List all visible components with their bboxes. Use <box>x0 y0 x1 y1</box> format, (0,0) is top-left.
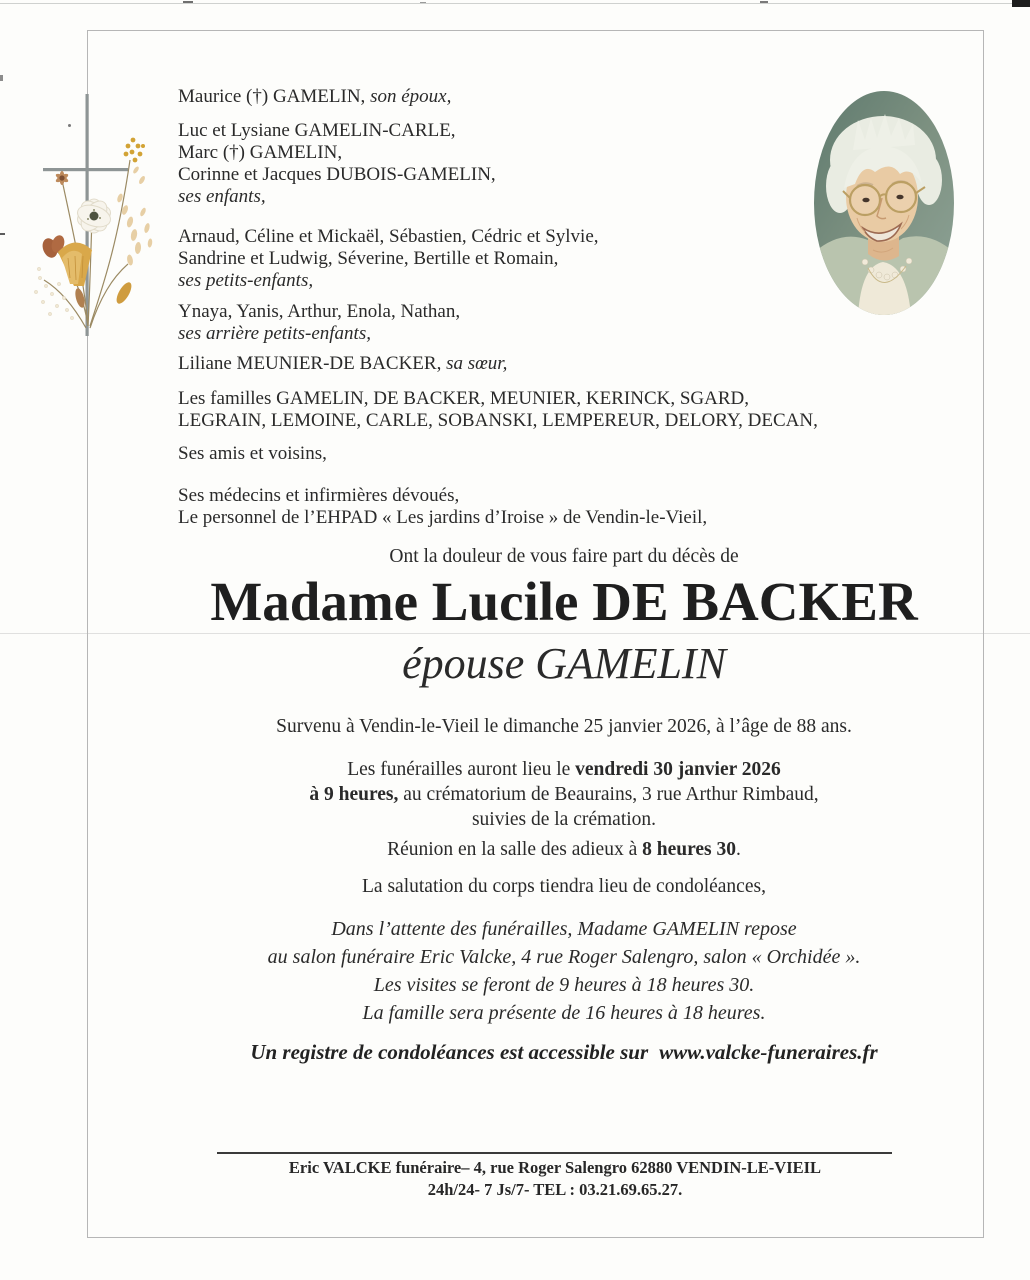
register-text: Un registre de condoléances est accessible sur <box>250 1040 649 1064</box>
sister-line <box>178 353 838 375</box>
meeting-pre: Réunion en la salle des adieux à <box>387 839 643 860</box>
grandchildren-line: Arnaud, Céline et Mickaël, Sébastien, Cédric et Sylvie, <box>178 226 599 247</box>
scan-speck <box>183 1 193 3</box>
repose-line: Dans l’attente des funérailles, Madame GAMELIN repose <box>331 918 797 940</box>
great-grandchildren-line: Ynaya, Yanis, Arthur, Enola, Nathan, <box>178 301 461 322</box>
friends-line: Ses amis et voisins, <box>178 443 327 464</box>
great-grandchildren-relation: ses arrière petits-enfants, <box>178 323 371 344</box>
families-line: Les familles GAMELIN, DE BACKER, MEUNIER, KERINCK, SGARD, <box>178 388 750 409</box>
husband-line <box>178 86 838 108</box>
children-line: Luc et Lysiane GAMELIN-CARLE, <box>178 120 456 141</box>
caregivers-line: Le personnel de l’EHPAD « Les jardins d’Iroise » de Vendin-le-Vieil, <box>178 507 708 528</box>
scan-top-edge-line <box>0 3 1030 4</box>
meeting-post: . <box>736 839 741 860</box>
meeting-time: 8 heures 30 <box>642 839 737 860</box>
announcement-intro: Ont la douleur de vous faire part du décès de <box>389 546 739 567</box>
children-line: Corinne et Jacques DUBOIS-GAMELIN, <box>178 164 496 185</box>
husband-relation: son époux, <box>365 86 452 107</box>
memorial-cross-flowers-illustration <box>12 88 172 348</box>
children-relation: ses enfants, <box>178 186 266 207</box>
funeral-home-phone: 24h/24- 7 Js/7- TEL : 03.21.69.65.27. <box>427 1180 683 1199</box>
funeral-time: à 9 heures, <box>309 784 399 805</box>
cross-icon <box>12 88 172 343</box>
funeral-line <box>128 757 1000 782</box>
scan-speck <box>420 2 426 3</box>
funeral-details-block <box>128 757 1000 832</box>
funeral-date-pre: Les funérailles auront lieu le <box>347 759 576 780</box>
repose-block <box>128 915 1000 1027</box>
register-website-url: www.valcke-funeraires.fr <box>659 1040 878 1064</box>
scan-edge-speck <box>0 233 5 235</box>
sister-names: Liliane MEUNIER-DE BACKER, <box>178 353 442 374</box>
children-block <box>178 120 838 208</box>
children-line: Marc (†) GAMELIN, <box>178 142 343 163</box>
grandchildren-block <box>178 226 838 292</box>
repose-line: au salon funéraire Eric Valcke, 4 rue Roger Salengro, salon « Orchidée ». <box>267 946 861 968</box>
repose-line: La famille sera présente de 16 heures à 18 heures. <box>362 1002 766 1024</box>
grandchildren-relation: ses petits-enfants, <box>178 270 314 291</box>
footer-divider-rule <box>217 1152 892 1154</box>
funeral-place: au crématorium de Beaurains, 3 rue Arthur Rimbaud, <box>398 784 819 805</box>
scan-corner-mark <box>1012 0 1030 7</box>
funeral-date: vendredi 30 janvier 2026 <box>575 759 781 780</box>
husband-names: Maurice (†) GAMELIN, <box>178 86 366 107</box>
families-line: LEGRAIN, LEMOINE, CARLE, SOBANSKI, LEMPEREUR, DELORY, DECAN, <box>178 410 818 431</box>
funeral-line: suivies de la crémation. <box>471 809 657 830</box>
funeral-line <box>128 782 1000 807</box>
repose-line: Les visites se feront de 9 heures à 18 heures 30. <box>373 974 755 996</box>
condolence-register-line <box>128 1040 1000 1065</box>
caregivers-block <box>178 485 838 529</box>
dried-flowers <box>34 138 153 320</box>
funeral-home-address: Eric VALCKE funéraire– 4, rue Roger Salengro 62880 VENDIN-LE-VIEIL <box>288 1158 822 1177</box>
deceased-name-title: Madame Lucile DE BACKER <box>210 571 918 632</box>
salutation-line: La salutation du corps tiendra lieu de condoléances, <box>362 876 766 897</box>
caregivers-line: Ses médecins et infirmières dévoués, <box>178 485 460 506</box>
scan-speck <box>760 1 768 3</box>
sister-relation: sa sœur, <box>441 353 508 374</box>
deceased-married-name: épouse GAMELIN <box>402 639 726 688</box>
meeting-line <box>128 839 1000 861</box>
great-grandchildren-block <box>178 301 838 345</box>
grandchildren-line: Sandrine et Ludwig, Séverine, Bertille et Romain, <box>178 248 559 269</box>
death-details-line: Survenu à Vendin-le-Vieil le dimanche 25 janvier 2026, à l’âge de 88 ans. <box>276 716 852 737</box>
scan-edge-speck <box>0 75 3 81</box>
families-block <box>178 388 838 432</box>
